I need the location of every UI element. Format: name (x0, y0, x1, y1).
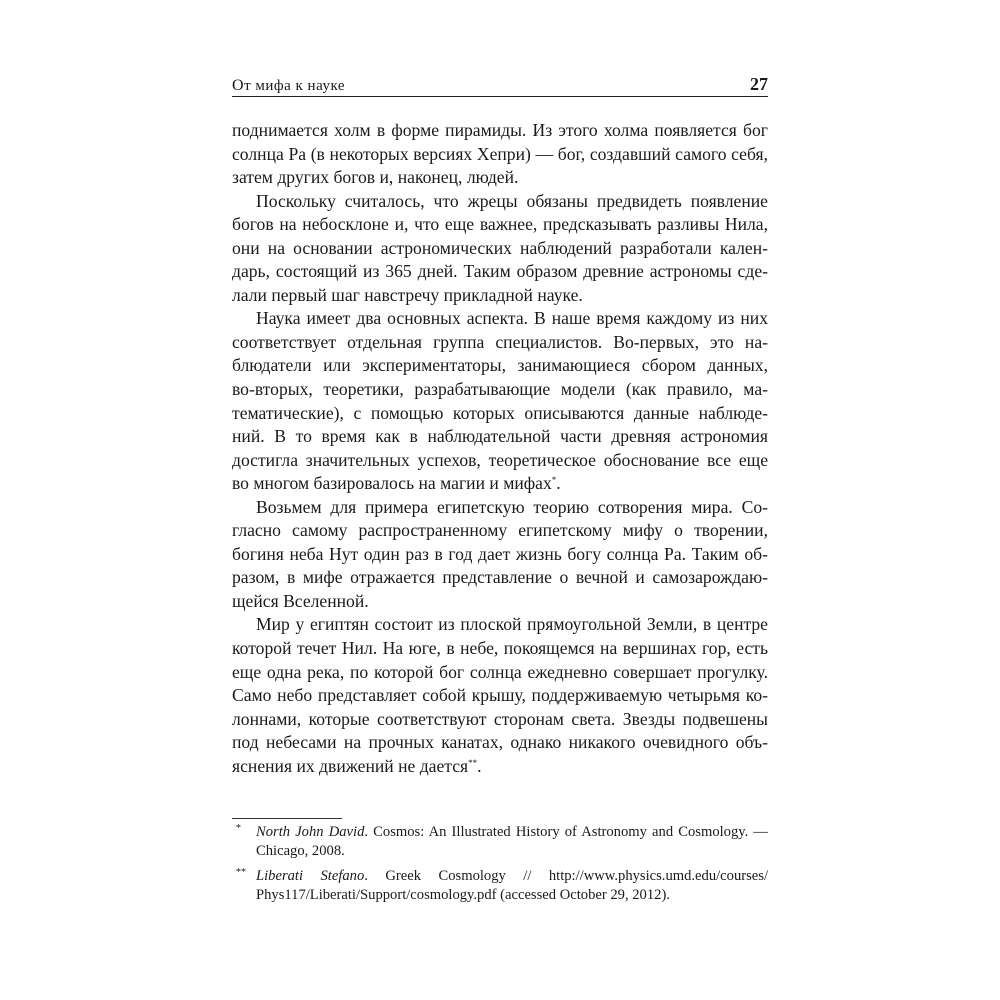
text-line: Возьмем для примера египетскую теорию сотворения мира. Со- (256, 496, 768, 517)
text-line: затем других богов и, наконец, людей. (232, 167, 519, 188)
text-line: яснения их движений не дается**. (232, 755, 482, 776)
text-line: они на основании астрономических наблюдений разработали кален- (232, 237, 768, 258)
footnote-rule (232, 818, 342, 819)
footnotes (232, 823, 768, 911)
text-line: гласно самому распространенному египетскому мифу о творении, (232, 520, 768, 541)
text-line: дарь, состоящий из 365 дней. Таким образом древние астрономы сде- (232, 261, 768, 282)
text-line: во многом базировалось на магии и мифах*. (232, 473, 561, 494)
text-line: блюдатели или экспериментаторы, занимающиеся сбором данных, (232, 355, 768, 376)
text-line: богов на небосклоне и, что еще важнее, предсказывать разливы Нила, (232, 214, 768, 235)
footnote-mark: ** (236, 867, 246, 878)
text-line: солнца Ра (в некоторых версиях Хепри) — бог, создавший самого себя, (232, 143, 768, 164)
footnote-line: Phys117/Liberati/Support/cosmology.pdf (accessed October 29, 2012). (256, 887, 670, 903)
page-number: 27 (750, 74, 768, 94)
text-line: богиня неба Нут один раз в год дает жизнь богу солнца Ра. Таким об- (232, 543, 768, 564)
text-line: еще одна река, по которой бог солнца ежедневно совершает прогулку. (232, 661, 768, 682)
text-line: тематические), с помощью которых описываются данные наблюде- (232, 402, 768, 423)
text-line: лали первый шаг навстречу прикладной науке. (232, 284, 583, 305)
text-line: разом, в мифе отражается представление о вечной и самозарождаю- (232, 567, 768, 588)
text-line: которой течет Нил. На юге, в небе, покоящемся на вершинах гор, есть (232, 638, 768, 659)
text-line: ний. В то время как в наблюдательной части древняя астрономия (232, 426, 768, 447)
footnote-mark: * (236, 823, 241, 834)
header-rule (232, 96, 768, 97)
footnote-author: Liberati Stefano (256, 868, 365, 884)
footnote-author: North John David (256, 824, 365, 840)
footnote (232, 867, 768, 905)
footnote (232, 823, 768, 861)
running-title: От мифа к науке (232, 77, 346, 94)
text-line: Поскольку считалось, что жрецы обязаны предвидеть появление (256, 190, 768, 211)
text-line: поднимается холм в форме пирамиды. Из этого холма появляется бог (232, 120, 768, 140)
footnote-ref[interactable]: * (551, 475, 557, 486)
text-line: Само небо представляет собой крышу, поддерживаемую четырьмя ко- (232, 685, 768, 706)
body-text (232, 119, 768, 778)
text-line: щейся Вселенной. (232, 590, 369, 611)
text-line: соответствует отдельная группа специалистов. Во-первых, это на- (232, 331, 768, 352)
footnote-line: North John David. Cosmos: An Illustrated History of Astronomy and Cosmology. — (256, 824, 768, 840)
text-line: лоннами, которые соответствуют сторонам света. Звезды подвешены (232, 708, 768, 729)
text-line: во-вторых, теоретики, разрабатывающие модели (как правило, ма- (232, 379, 768, 400)
running-header (232, 76, 768, 98)
footnote-ref[interactable]: ** (468, 757, 478, 768)
footnote-line: Chicago, 2008. (256, 843, 345, 859)
footnote-line: Liberati Stefano. Greek Cosmology // http://www.physics.umd.edu/courses/ (256, 868, 768, 884)
text-line: Мир у египтян состоит из плоской прямоугольной Земли, в центре (256, 614, 768, 635)
text-line: достигла значительных успехов, теоретическое обоснование все еще (232, 449, 768, 470)
text-line: под небесами на прочных канатах, однако никакого очевидного объ- (232, 732, 768, 753)
text-line: Наука имеет два основных аспекта. В наше время каждому из них (256, 308, 768, 329)
